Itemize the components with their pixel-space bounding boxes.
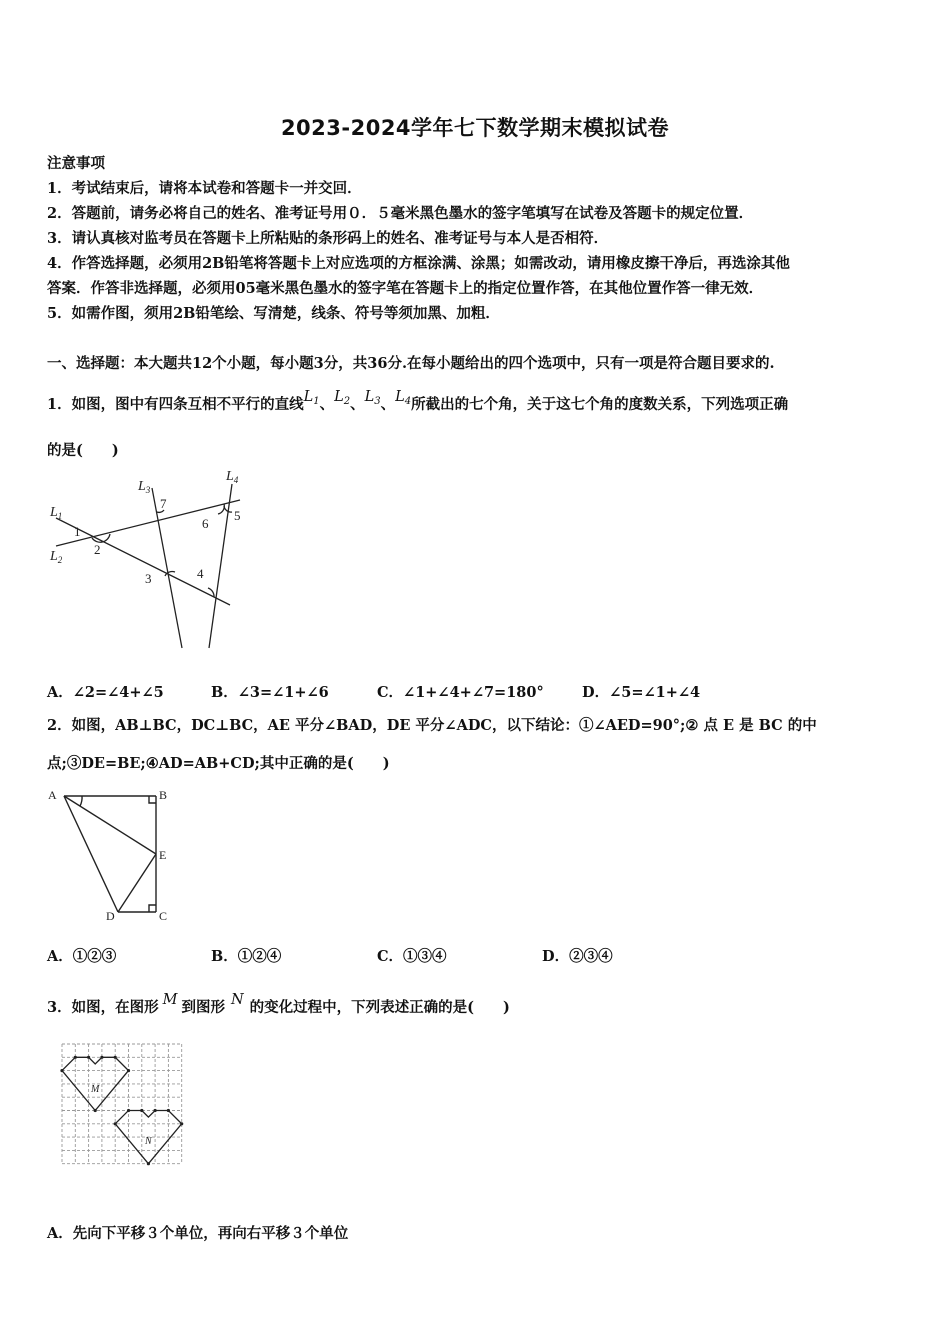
q2-option-c[interactable]: C．①③④: [377, 948, 447, 965]
q1-label-l1: $L_1$: [50, 505, 63, 521]
q3-suffix: 的变化过程中，下列表述正确的是( ): [249, 999, 510, 1016]
notice-item-5: 5．如需作图，须用2B铅笔绘、写清楚，线条、符号等须加黑、加粗．: [47, 305, 500, 322]
q3-grid-figure: [58, 1040, 190, 1168]
q1-option-c[interactable]: C．∠1+∠4+∠7=180°: [377, 684, 544, 701]
q1-angle-5: 5: [234, 508, 241, 523]
q1-line-l4: $L_4$: [395, 389, 412, 407]
q1-line-l4: [209, 484, 232, 648]
q2-label-d: D: [106, 909, 115, 923]
q3-label-n: N: [145, 1136, 152, 1147]
section-heading: 一、选择题：本大题共12个小题，每小题3分，共36分.在每小题给出的四个选项中，只有一项是符合题目要求的.: [47, 355, 775, 372]
q1-label-l4: $L_4$: [226, 469, 239, 485]
notice-item-2: 2．答题前，请务必将自己的姓名、准考证号用０．５毫米黑色墨水的签字笔填写在试卷及答题卡的规定位置．: [47, 205, 754, 222]
q3-label-m: M: [91, 1084, 100, 1095]
q3-stem: [47, 992, 510, 1017]
q1-angle-4: 4: [197, 566, 204, 581]
q1-suffix: 所截出的七个角，关于这七个角的度数关系，下列选项正确: [411, 396, 789, 413]
q1-angle-6: 6: [202, 516, 209, 531]
q1-option-d[interactable]: D．∠5=∠1+∠4: [582, 684, 701, 701]
q2-label-c: C: [159, 909, 168, 923]
notice-heading: 注意事项: [47, 155, 105, 172]
q1-angle-2: 2: [94, 542, 101, 557]
q2-figure: [44, 784, 174, 926]
q1-angle-3: 3: [145, 571, 152, 586]
q2-label-e: E: [159, 848, 167, 862]
q1-option-b[interactable]: B．∠3=∠1+∠6: [211, 684, 329, 701]
q2-right-angle-c: [149, 905, 156, 912]
q2-stem: 2．如图，AB⊥BC，DC⊥BC，AE 平分∠BAD，DE 平分∠ADC，以下结论：①∠AED=90°;② 点 E 是 BC 的中: [47, 717, 817, 734]
q1-angle-7: 7: [160, 496, 167, 511]
q1-line-l2: [56, 500, 240, 546]
q1-stem: 1．如图，图中有四条互相不平行的直线$L_1$、$L_2$、$L_3$、$L_4$所截出的七个角，关于这七个角的度数关系，下列选项正确: [47, 389, 789, 413]
q1-line-l1: $L_1$: [303, 389, 320, 407]
page-title: 2023-2024学年七下数学期末模拟试卷: [280, 116, 670, 140]
notice-item-1: 1．考试结束后，请将本试卷和答题卡一并交回．: [47, 180, 362, 197]
q3-shape-m: M: [162, 992, 178, 1008]
q2-option-a[interactable]: A．①②③: [47, 948, 117, 965]
q2-segment-de: [118, 854, 156, 912]
q1-label-l3: $L_3$: [138, 479, 151, 495]
q1-option-a[interactable]: A．∠2=∠4+∠5: [47, 684, 164, 701]
q3-shape-n: N: [230, 992, 244, 1008]
q1-prefix: 1．如图，图中有四条互相不平行的直线: [47, 396, 304, 413]
q3-option-a[interactable]: A．先向下平移３个单位，再向右平移３个单位: [47, 1225, 349, 1242]
notice-item-4-cont: 答案．作答非选择题，必须用05毫米黑色墨水的签字笔在答题卡上的指定位置作答，在其他位置作答一律无效．: [47, 280, 764, 297]
q2-stem-2: 点;③DE=BE;④AD=AB+CD;其中正确的是( ): [47, 755, 390, 772]
q2-option-b[interactable]: B．①②④: [211, 948, 282, 965]
q3-prefix: 3．如图，在图形: [47, 999, 159, 1016]
q1-stem-2: 的是( ): [47, 442, 119, 459]
q1-angle-1: 1: [74, 524, 81, 539]
q2-right-angle-b: [149, 796, 156, 803]
q2-label-a: A: [48, 788, 57, 802]
q1-line-l3: $L_3$: [364, 389, 381, 407]
q1-line-l2: $L_2$: [334, 389, 351, 407]
q2-option-d[interactable]: D．②③④: [542, 948, 613, 965]
q2-angle-arc-a: [80, 796, 82, 806]
notice-item-3: 3．请认真核对监考员在答题卡上所粘贴的条形码上的姓名、准考证号与本人是否相符．: [47, 230, 609, 247]
q1-label-l2: $L_2$: [50, 549, 63, 565]
q3-mid: 到图形: [181, 999, 225, 1016]
notice-item-4: 4．作答选择题，必须用2B铅笔将答题卡上对应选项的方框涂满、涂黑；如需改动，请用橡皮擦干净后，再选涂其他: [47, 255, 790, 272]
q1-line-l1: [56, 518, 230, 605]
q1-figure: [44, 466, 244, 651]
q2-label-b: B: [159, 788, 168, 802]
